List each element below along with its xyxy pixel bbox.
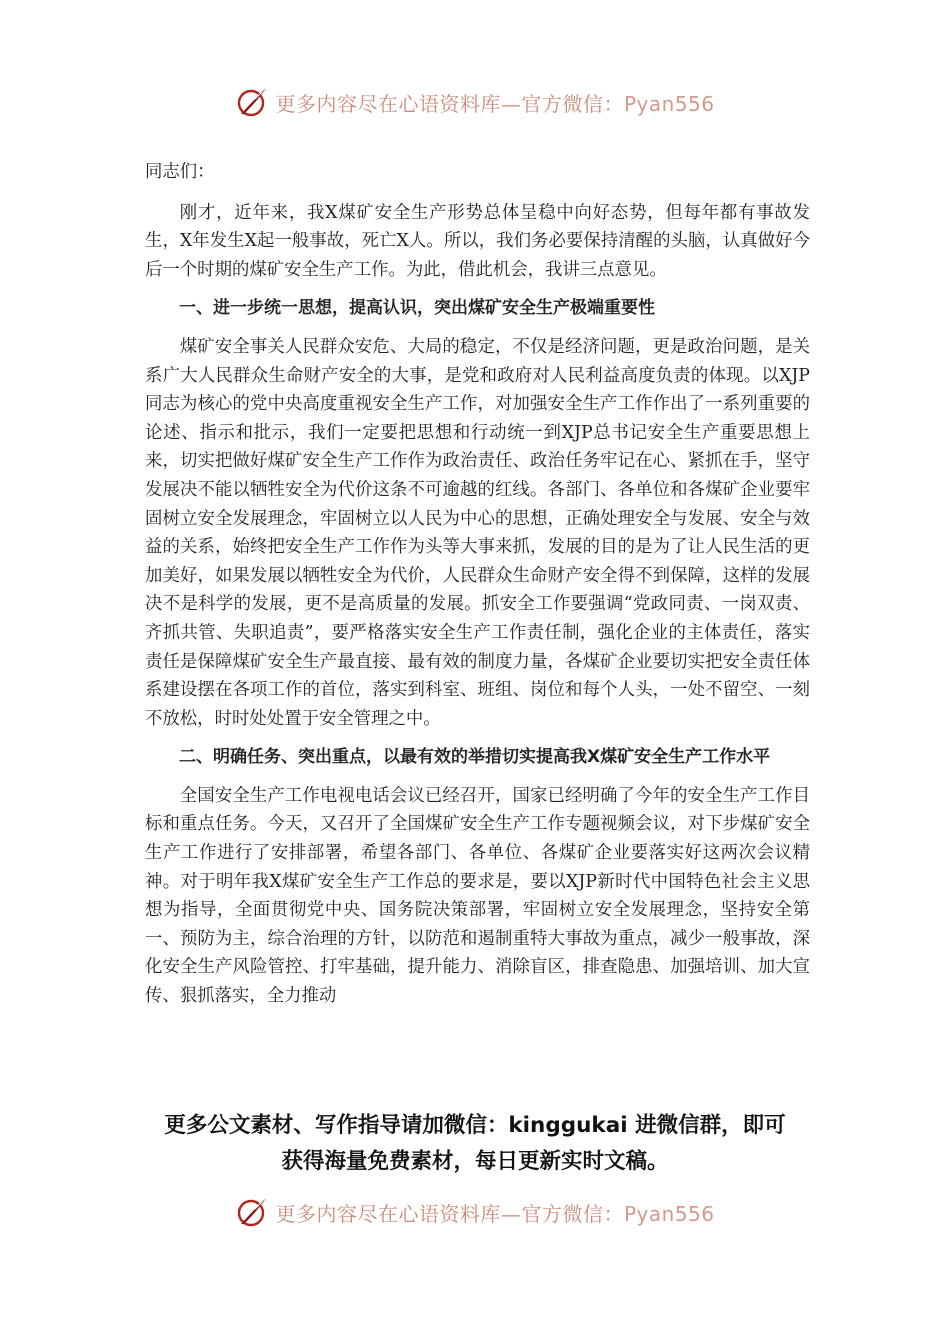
section-heading-1: 一、进一步统一思想，提高认识，突出煤矿安全生产极端重要性 <box>179 298 655 319</box>
header-banner-text <box>275 88 714 117</box>
footer-banner-label: 更多内容尽在心语资料库—官方微信： <box>275 1201 624 1226</box>
greeting: 同志们： <box>145 162 215 182</box>
footer-banner-id: Pyan556 <box>623 1201 715 1226</box>
document-body <box>145 158 810 1021</box>
header-banner-label: 更多内容尽在心语资料库—官方微信： <box>275 91 624 116</box>
quill-logo-icon <box>235 1195 269 1229</box>
footer-banner-text <box>275 1198 714 1227</box>
paragraph-section-2: 全国安全生产工作电视电话会议已经召开，国家已经明确了今年的安全生产工作目标和重点任务。今天，又召开了全国煤矿安全生产工作专题视频会议，对下步煤矿安全生产工作进行了安排部署，希望各部门、各单位、各煤矿企业要落实好这两次会议精神。对于明年我X煤矿安全生产工作总的要求是，要以XJP新时代中国特色社会主义思想为指导，全面贯彻党中央、国务院决策部署，牢固树立安全发展理念，坚持安全第一、预防为主，综合治理的方针，以防范和遏制重特大事故为重点，减少一般事故，深化安全生产风险管控、打牢基础，提升能力、消除盲区，排查隐患、加强培训、加大宣传、狠抓落实，全力推动 <box>145 785 810 1007</box>
footer-watermark-banner <box>0 1192 950 1232</box>
quill-logo-icon <box>235 85 269 119</box>
paragraph-intro: 刚才，近年来，我X煤矿安全生产形势总体呈稳中向好态势，但每年都有事故发生，X年发生X起一般事故，死亡X人。所以，我们务必要保持清醒的头脑，认真做好今后一个时期的煤矿安全生产工作。为此，借此机会，我讲三点意见。 <box>145 202 810 280</box>
promo-line-1: 更多公文素材、写作指导请加微信：kinggukai 进微信群，即可 <box>164 1113 786 1138</box>
header-watermark-banner <box>0 82 950 122</box>
promo-line-2: 获得海量免费素材，每日更新实时文稿。 <box>281 1149 669 1174</box>
section-heading-2: 二、明确任务、突出重点，以最有效的举措切实提高我X煤矿安全生产工作水平 <box>179 747 771 768</box>
promo-notice <box>120 1108 830 1180</box>
paragraph-section-1: 煤矿安全事关人民群众安危、大局的稳定，不仅是经济问题，更是政治问题，是关系广大人民群众生命财产安全的大事，是党和政府对人民利益高度负责的体现。以XJP同志为核心的党中央高度重视安全生产工作，对加强安全生产工作作出了一系列重要的论述、指示和批示，我们一定要把思想和行动统一到XJP总书记安全生产重要思想上来，切实把做好煤矿安全生产工作作为政治责任、政治任务牢记在心、紧抓在手，坚守发展决不能以牺牲安全为代价这条不可逾越的红线。各部门、各单位和各煤矿企业要牢固树立安全发展理念，牢固树立以人民为中心的思想，正确处理安全与发展、安全与效益的关系，始终把安全生产工作作为头等大事来抓，发展的目的是为了让人民生活的更加美好，如果发展以牺牲安全为代价，人民群众生命财产安全得不到保障，这样的发展决不是科学的发展，更不是高质量的发展。抓安全工作要强调“党政同责、一岗双责、齐抓共管、失职追责”，要严格落实安全生产工作责任制，强化企业的主体责任，落实责任是保障煤矿安全生产最直接、最有效的制度力量，各煤矿企业要切实把安全责任体系建设摆在各项工作的首位，落实到科室、班组、岗位和每个人头，一处不留空、一刻不放松，时时处处置于安全管理之中。 <box>145 336 810 729</box>
header-banner-id: Pyan556 <box>623 91 715 116</box>
